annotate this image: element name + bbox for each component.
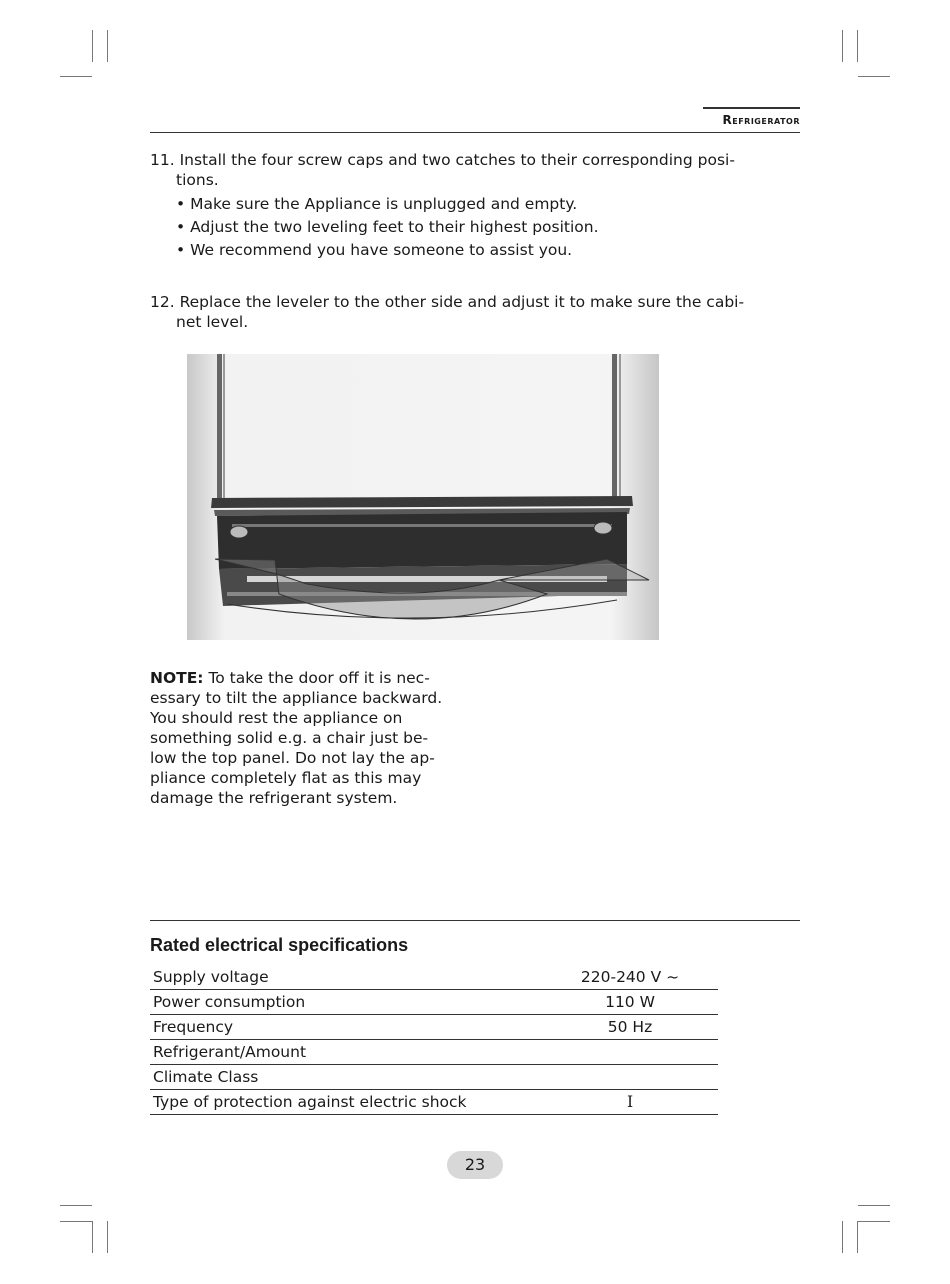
table-row (150, 1040, 718, 1065)
note-line (150, 668, 480, 688)
step-11 (150, 150, 800, 262)
crop-mark (842, 1221, 843, 1253)
table-row (150, 1065, 718, 1090)
step-12-line2: net level. (176, 313, 249, 331)
spec-value: 110 W (542, 990, 718, 1015)
header-top-rule (703, 107, 800, 109)
spec-label: Power consumption (150, 990, 542, 1015)
bullet-item: • We recommend you have someone to assist you. (176, 241, 573, 259)
bullet-item: • Make sure the Appliance is unplugged and empty. (176, 195, 578, 213)
note-line: pliance completely flat as this may (150, 769, 422, 787)
spec-label: Refrigerant/Amount (150, 1040, 542, 1065)
table-row (150, 1090, 718, 1115)
spec-value (542, 1065, 718, 1090)
spec-label: Climate Class (150, 1065, 542, 1090)
crop-mark (858, 76, 890, 77)
specs-table (150, 965, 718, 1115)
crop-mark (858, 1221, 890, 1222)
note-text: To take the door off it is nec- (203, 669, 430, 687)
bullet-item: • Adjust the two leveling feet to their highest position. (176, 218, 599, 236)
spec-value: I (542, 1090, 718, 1115)
crop-mark (92, 1221, 93, 1253)
spec-value (542, 1040, 718, 1065)
header-title: Refrigerator (722, 113, 800, 127)
table-row (150, 990, 718, 1015)
step-12-line1: 12. Replace the leveler to the other side and adjust it to make sure the cabi- (150, 293, 745, 311)
crop-mark (60, 1221, 92, 1222)
step-11-line1: 11. Install the four screw caps and two catches to their corresponding posi- (150, 151, 735, 169)
crop-mark (107, 1221, 108, 1253)
note-paragraph (150, 668, 480, 808)
crop-mark (60, 1205, 92, 1206)
note-line: You should rest the appliance on (150, 709, 403, 727)
spec-value: 50 Hz (542, 1015, 718, 1040)
spec-label: Frequency (150, 1015, 542, 1040)
specs-title: Rated electrical specifications (150, 935, 409, 955)
page-number: 23 (447, 1151, 503, 1179)
crop-mark (857, 30, 858, 62)
spec-label: Type of protection against electric shock (150, 1090, 542, 1115)
note-line: essary to tilt the appliance backward. (150, 689, 443, 707)
note-line: something solid e.g. a chair just be- (150, 729, 429, 747)
crop-mark (858, 1205, 890, 1206)
table-row (150, 1015, 718, 1040)
crop-mark (92, 30, 93, 62)
crop-mark (107, 30, 108, 62)
note-line: low the top panel. Do not lay the ap- (150, 749, 435, 767)
section-rule (150, 920, 800, 921)
crop-mark (60, 76, 92, 77)
spec-label: Supply voltage (150, 965, 542, 990)
header-rule (150, 132, 800, 133)
spec-value: 220-240 V ~ (542, 965, 718, 990)
step-11-line2: tions. (176, 171, 219, 189)
step-12 (150, 292, 800, 332)
table-row (150, 965, 718, 990)
crop-mark (842, 30, 843, 62)
note-label: NOTE: (150, 669, 204, 687)
crop-mark (857, 1221, 858, 1253)
note-line: damage the refrigerant system. (150, 789, 398, 807)
refrigerator-leveler-illustration (187, 354, 659, 640)
